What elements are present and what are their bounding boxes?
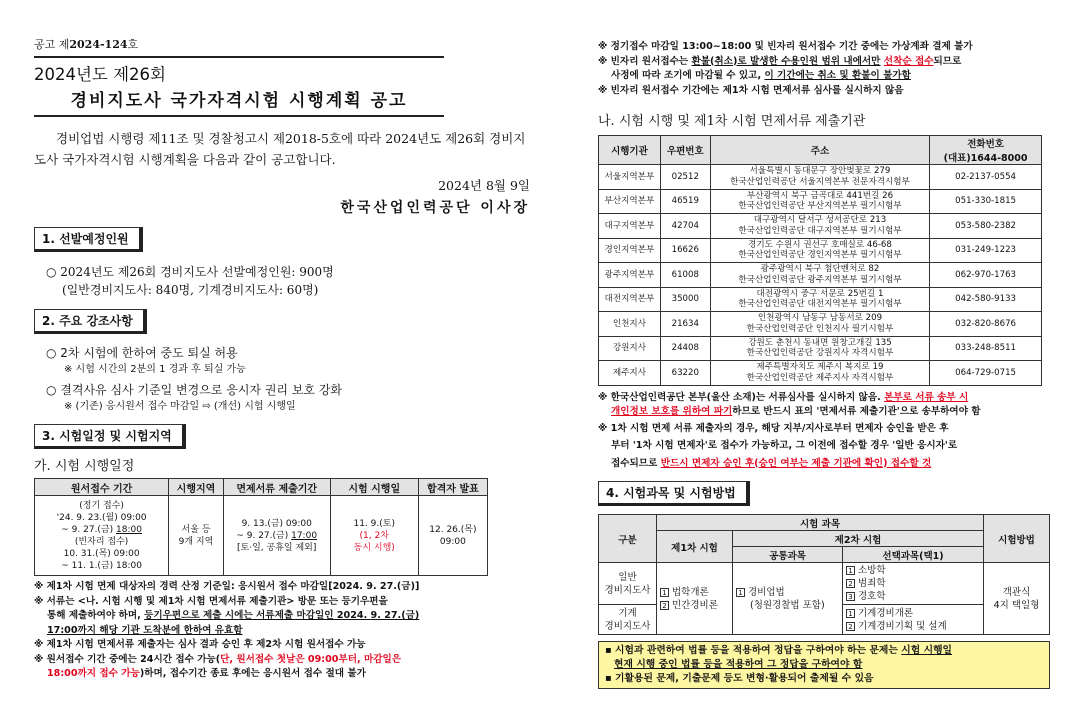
office-tel: 032-820-8676 xyxy=(930,312,1042,337)
section1-heading: 1. 선발예정인원 xyxy=(34,227,143,252)
office-addr2: 한국산업인력공단 부산지역본부 필기시험부 xyxy=(738,201,902,212)
exempt-start: 9. 13.(금) 09:00 xyxy=(241,518,312,529)
col-header: 주소 xyxy=(710,136,929,165)
office-addr1: 광주광역시 북구 첨단벤처로 82 xyxy=(760,264,880,275)
section3-heading: 3. 시험일정 및 시험지역 xyxy=(34,424,186,449)
right-note-5c xyxy=(598,457,1050,472)
sec1-line1: ○ 2024년도 제26회 경비지도사 선발예정인원: 900명 xyxy=(46,265,334,279)
right-note-1: ※ 정기접수 마감일 13:00~18:00 및 빈자리 원서접수 기간 중에는 가상계좌 결제 불가 xyxy=(598,41,973,52)
office-row xyxy=(599,312,1042,337)
note-4b-text: 단, 원서접수 첫날은 09:00부터, 마감일은 xyxy=(220,653,402,665)
office-tel: 064-729-0715 xyxy=(930,361,1042,386)
office-address xyxy=(710,165,929,190)
reg-period-start: '24. 9. 23.(월) 09:00 xyxy=(56,512,147,523)
num2-icon: 2 xyxy=(846,622,855,631)
office-name: 인천지사 xyxy=(599,312,661,337)
method-cell xyxy=(984,563,1050,635)
intro-paragraph: 경비업법 시행령 제11조 및 경찰청고시 제2018-5호에 따라 2024년도 제26회 경비지도사 국가자격시험 시행계획을 다음과 같이 공고합니다. xyxy=(34,131,526,167)
tel-rep: (대표)1644-8000 xyxy=(943,153,1028,164)
notice-date: 2024년 8월 9일 xyxy=(438,178,530,193)
office-address xyxy=(710,361,929,386)
col-header: 우편번호 xyxy=(660,136,710,165)
first-subject-1: 법학개론 xyxy=(672,586,709,598)
office-address xyxy=(710,263,929,288)
right-notes-2 xyxy=(598,391,1050,472)
result-date: 12. 26.(목) xyxy=(429,524,477,535)
num2-icon: 2 xyxy=(660,601,669,610)
right-note-4a: ※ 한국산업인력공단 본부(울산 소재)는 서류심사를 실시하지 않음. xyxy=(598,391,885,403)
office-row xyxy=(599,287,1042,312)
office-zip: 02512 xyxy=(660,165,710,190)
col-header: 시행지역 xyxy=(169,479,224,496)
reg-period-end: ~ 9. 27.(금) xyxy=(61,524,117,535)
office-tel: 033-248-8511 xyxy=(930,336,1042,361)
right-note-2d: 되므로 xyxy=(933,55,962,67)
office-name: 광주지역본부 xyxy=(599,263,661,288)
office-name: 강원지사 xyxy=(599,336,661,361)
col-common: 공통과목 xyxy=(733,547,843,563)
exempt-note: [토·일, 공휴일 제외] xyxy=(237,542,317,553)
sec2-item1: ○ 2차 시험에 한하여 중도 퇴실 허용 xyxy=(46,346,238,360)
office-addr2: 한국산업인력공단 강원지사 자격시험부 xyxy=(746,348,894,359)
office-zip: 35000 xyxy=(660,287,710,312)
box2: ▪ 기활용된 문제, 기출문제 등도 변형·활용되어 출제될 수 있음 xyxy=(605,673,874,684)
note-3: ※ 제1차 시험 면제서류 제출자는 심사 결과 승인 후 제2차 시험 원서접수 가능 xyxy=(34,639,366,650)
title-line2: 경비지도사 국가자격시험 시행계획 공고 xyxy=(70,91,408,111)
exempt-period-cell xyxy=(223,496,330,576)
office-tel: 053-580-2382 xyxy=(930,214,1042,239)
reg-period-end-time: 18:00 xyxy=(116,524,142,535)
right-note-5a: ※ 1차 시험 면제 서류 제출자의 경우, 해당 지부/지사로부터 면제자 승인을 받은 후 xyxy=(598,422,949,434)
exempt-end: ~ 9. 27.(금) xyxy=(236,530,292,541)
row-general-b: 경비지도사 xyxy=(604,584,651,596)
office-tel: 02-2137-0554 xyxy=(930,165,1042,190)
col-method: 시험방법 xyxy=(984,515,1050,563)
note-4a xyxy=(34,653,530,668)
left-column xyxy=(34,36,530,682)
office-row xyxy=(599,263,1042,288)
office-addr2: 한국산업인력공단 광주지역본부 필기시험부 xyxy=(738,274,902,285)
issuer: 한국산업인력공단 이사장 xyxy=(340,200,530,216)
office-zip: 24408 xyxy=(660,336,710,361)
highlight-box xyxy=(598,641,1050,689)
office-address xyxy=(710,287,929,312)
office-tel: 042-580-9133 xyxy=(930,287,1042,312)
schedule-table xyxy=(34,478,488,576)
elective-g2: 범죄학 xyxy=(858,578,886,589)
row-general-a: 일반 xyxy=(618,571,637,583)
right-note-4d-text: 하므로 반드시 표의 '면제서류 제출기관'으로 송부하여야 함 xyxy=(732,406,981,417)
note-2c-text: 등기우편으로 제출 시에는 서류제출 마감일인 2024. 9. 27.(금) xyxy=(144,610,420,621)
office-zip: 61008 xyxy=(660,263,710,288)
office-rows xyxy=(599,165,1042,386)
elective-m1: 기계경비개론 xyxy=(858,607,914,619)
sec1-line2: (일반경비지도사: 840명, 기계경비지도사: 60명) xyxy=(62,283,319,297)
num1-icon: 1 xyxy=(846,566,855,575)
note-4d-text: )하며, 접수기간 종료 후에는 응시원서 접수 절대 불가 xyxy=(139,668,366,679)
section2-heading: 2. 주요 강조사항 xyxy=(34,309,147,334)
right-note-5d-text: 반드시 면제자 승인 후(승인 여부는 제출 기관에 확인) 접수할 것 xyxy=(660,457,932,469)
col-subjects: 시험 과목 xyxy=(657,515,984,531)
row-machine-a: 기계 xyxy=(618,607,637,619)
row-general xyxy=(599,563,657,605)
right-note-4c-text: 개인정보 보호를 위하여 파기 xyxy=(611,406,733,417)
exam-date-cell xyxy=(330,496,418,576)
sec3-sub-b: 나. 시험 시행 및 제1차 시험 면제서류 제출기관 xyxy=(598,114,866,129)
right-note-2a: ※ 빈자리 원서접수는 xyxy=(598,55,692,67)
office-addr2: 한국산업인력공단 서울지역본부 전문자격시험부 xyxy=(730,176,910,187)
elective-machine xyxy=(843,605,984,635)
office-addr2: 한국산업인력공단 대전지역본부 필기시험부 xyxy=(738,299,902,310)
office-name: 서울지역본부 xyxy=(599,165,661,190)
col-header: 시행기관 xyxy=(599,136,661,165)
sec3-notes xyxy=(34,580,530,682)
exam-note-2: 동시 시행) xyxy=(353,542,395,553)
office-addr1: 강원도 춘천시 동내면 원창고개길 135 xyxy=(748,337,892,348)
box1a: ▪ 시험과 관련하여 법률 등을 적용하여 정답을 구하여야 하는 문제는 xyxy=(605,645,902,656)
box1c: 현재 시행 중인 법률 등을 적용하여 그 정답을 구하여야 함 xyxy=(614,659,863,670)
num1-icon: 1 xyxy=(846,609,855,618)
note-4a-text: ※ 원서접수 기간 중에는 24시간 접수 가능( xyxy=(34,653,221,665)
common-subject-note: (청원경찰법 포함) xyxy=(750,599,825,611)
right-note-2f-text: 이 기간에는 취소 및 환불이 불가함 xyxy=(764,70,911,81)
right-note-2c: 선착순 접수 xyxy=(883,55,934,67)
method-b: 4지 택일형 xyxy=(993,599,1040,611)
office-address xyxy=(710,238,929,263)
office-addr2: 한국산업인력공단 제주지사 자격시험부 xyxy=(746,372,894,383)
note-2b xyxy=(34,609,530,624)
right-note-4c xyxy=(598,405,1050,420)
page-title xyxy=(34,56,444,117)
row-machine xyxy=(599,605,657,635)
vacancy-end: ~ 11. 1.(금) 18:00 xyxy=(61,560,142,571)
row-machine-b: 경비지도사 xyxy=(604,620,651,632)
num3-icon: 3 xyxy=(846,592,855,601)
sec3-subheading: 가. 시험 시행일정 xyxy=(34,459,135,474)
office-table xyxy=(598,135,1042,386)
section4-heading: 4. 시험과목 및 시험방법 xyxy=(598,481,750,506)
office-addr1: 경기도 수원시 권선구 호매실로 46-68 xyxy=(748,239,892,250)
office-name: 대구지역본부 xyxy=(599,214,661,239)
right-note-2 xyxy=(598,55,1050,70)
common-subjects xyxy=(733,563,843,635)
col-first: 제1차 시험 xyxy=(657,531,733,563)
exam-note-1: (1, 2차 xyxy=(359,530,389,541)
note-4c-text: 18:00까지 접수 가능 xyxy=(47,668,140,679)
office-zip: 46519 xyxy=(660,189,710,214)
common-subject-1: 경비업법 xyxy=(748,586,785,598)
col-header: 합격자 발표 xyxy=(418,479,487,496)
office-tel: 062-970-1763 xyxy=(930,263,1042,288)
right-note-4b: 본부로 서류 송부 시 xyxy=(884,391,969,403)
exempt-end-time: 17:00 xyxy=(291,530,318,541)
elective-general xyxy=(843,563,984,605)
office-address xyxy=(710,312,929,337)
notice-number-value: 2024-124 xyxy=(69,38,128,51)
elective-g1: 소방학 xyxy=(858,565,886,576)
first-subjects xyxy=(657,563,733,635)
right-column xyxy=(598,40,1050,689)
office-row xyxy=(599,165,1042,190)
sec2-item2: ○ 결격사유 심사 기준일 변경으로 응시자 권리 보호 강화 xyxy=(46,383,343,397)
office-row xyxy=(599,214,1042,239)
num2-icon: 2 xyxy=(846,579,855,588)
office-zip: 21634 xyxy=(660,312,710,337)
office-zip: 42704 xyxy=(660,214,710,239)
col-header: 원서접수 기간 xyxy=(35,479,169,496)
office-addr1: 대전광역시 중구 서문로 25번길 1 xyxy=(756,288,884,299)
office-zip: 16626 xyxy=(660,238,710,263)
right-note-5c-text: 접수되므로 xyxy=(611,457,661,469)
exam-date: 11. 9.(토) xyxy=(353,518,395,529)
office-row xyxy=(599,361,1042,386)
tel-header: 전화번호 xyxy=(967,139,1004,150)
right-note-2e xyxy=(598,69,1050,84)
col-header xyxy=(930,136,1042,165)
right-note-2e-text: 사정에 따라 조기에 마감될 수 있고, xyxy=(611,70,765,81)
notice-number xyxy=(34,36,530,52)
col-header: 시험 시행일 xyxy=(330,479,418,496)
office-addr2: 한국산업인력공단 인천지사 필기시험부 xyxy=(746,323,894,334)
office-address xyxy=(710,214,929,239)
reg-label: (정기 접수) xyxy=(79,500,124,511)
region-line1: 서울 등 xyxy=(181,524,211,535)
office-name: 부산지역본부 xyxy=(599,189,661,214)
office-zip: 63220 xyxy=(660,361,710,386)
office-row xyxy=(599,189,1042,214)
num1-icon: 1 xyxy=(736,588,745,597)
vacancy-start: 10. 31.(목) 09:00 xyxy=(63,548,140,559)
office-tel: 031-249-1223 xyxy=(930,238,1042,263)
office-row xyxy=(599,238,1042,263)
office-addr2: 한국산업인력공단 대구지역본부 필기시험부 xyxy=(738,225,902,236)
office-address xyxy=(710,189,929,214)
region-cell xyxy=(169,496,224,576)
note-4c xyxy=(34,667,530,682)
office-name: 경인지역본부 xyxy=(599,238,661,263)
result-time: 09:00 xyxy=(439,536,466,547)
method-a: 객관식 xyxy=(1002,586,1031,598)
office-address xyxy=(710,336,929,361)
notice-suffix: 호 xyxy=(127,38,139,51)
office-addr2: 한국산업인력공단 경인지역본부 필기시험부 xyxy=(738,250,902,261)
note-1: ※ 제1차 시험 면제 대상자의 경력 산정 기준일: 응시원서 접수 마감일[2024. 9. 27.(금)] xyxy=(34,581,420,592)
result-cell xyxy=(418,496,487,576)
box1b: 시험 시행일 xyxy=(901,645,953,656)
note-2b-text: 통해 제출하여야 하며, xyxy=(47,610,145,621)
subjects-table xyxy=(598,514,1050,635)
region-line2: 9개 지역 xyxy=(178,536,214,547)
right-note-4 xyxy=(598,391,1050,406)
office-addr1: 인천광역시 남동구 남동서로 209 xyxy=(757,313,883,324)
elective-m2: 기계경비기획 및 설계 xyxy=(858,620,947,632)
office-addr1: 제주특별자치도 제주시 복지로 19 xyxy=(756,362,884,373)
office-addr1: 부산광역시 북구 금곡대로 441번길 26 xyxy=(746,190,894,201)
office-name: 대전지역본부 xyxy=(599,287,661,312)
elective-g3: 경호학 xyxy=(858,591,886,602)
box-line1 xyxy=(605,644,1043,658)
note-2a: ※ 서류는 <나. 시험 시행 및 제1차 시험 면제서류 제출기관> 방문 또는 등기우편을 xyxy=(34,595,388,607)
sec2-note1: ※ 시험 시간의 2분의 1 경과 후 퇴실 가능 xyxy=(64,364,246,375)
right-note-3: ※ 빈자리 원서접수 기간에는 제1차 시험 면제서류 심사를 실시하지 않음 xyxy=(598,84,904,96)
col-header: 면제서류 제출기간 xyxy=(223,479,330,496)
col-elective: 선택과목(택1) xyxy=(843,547,984,563)
col-second: 제2차 시험 xyxy=(733,531,984,547)
office-row xyxy=(599,336,1042,361)
office-name: 제주지사 xyxy=(599,361,661,386)
notice-prefix: 공고 제 xyxy=(34,38,70,51)
office-tel: 051-330-1815 xyxy=(930,189,1042,214)
num1-icon: 1 xyxy=(660,588,669,597)
reg-period-cell xyxy=(35,496,169,576)
vacancy-label: (빈자리 접수) xyxy=(74,536,129,547)
title-line1: 2024년도 제26회 xyxy=(34,65,166,84)
right-note-5b: 부터 '1차 시험 면제자'로 접수가 가능하고, 그 이전에 접수할 경우 '일반 응시자'로 xyxy=(611,440,958,451)
right-note-2b: 환불(취소)로 발생한 수용인원 범위 내에서만 xyxy=(691,55,881,67)
office-addr1: 서울특별시 동대문구 장안벚꽃로 279 xyxy=(749,166,891,177)
first-subject-2: 민간경비론 xyxy=(672,599,718,611)
sec2-note2: ※ (기존) 응시원서 접수 마감일 ⇨ (개선) 시험 시행일 xyxy=(64,401,296,412)
col-gubun: 구분 xyxy=(599,515,657,563)
note-2d: 17:00까지 해당 기관 도착분에 한하여 유효함 xyxy=(47,624,243,636)
office-addr1: 대구광역시 달서구 성서공단로 213 xyxy=(753,215,887,226)
